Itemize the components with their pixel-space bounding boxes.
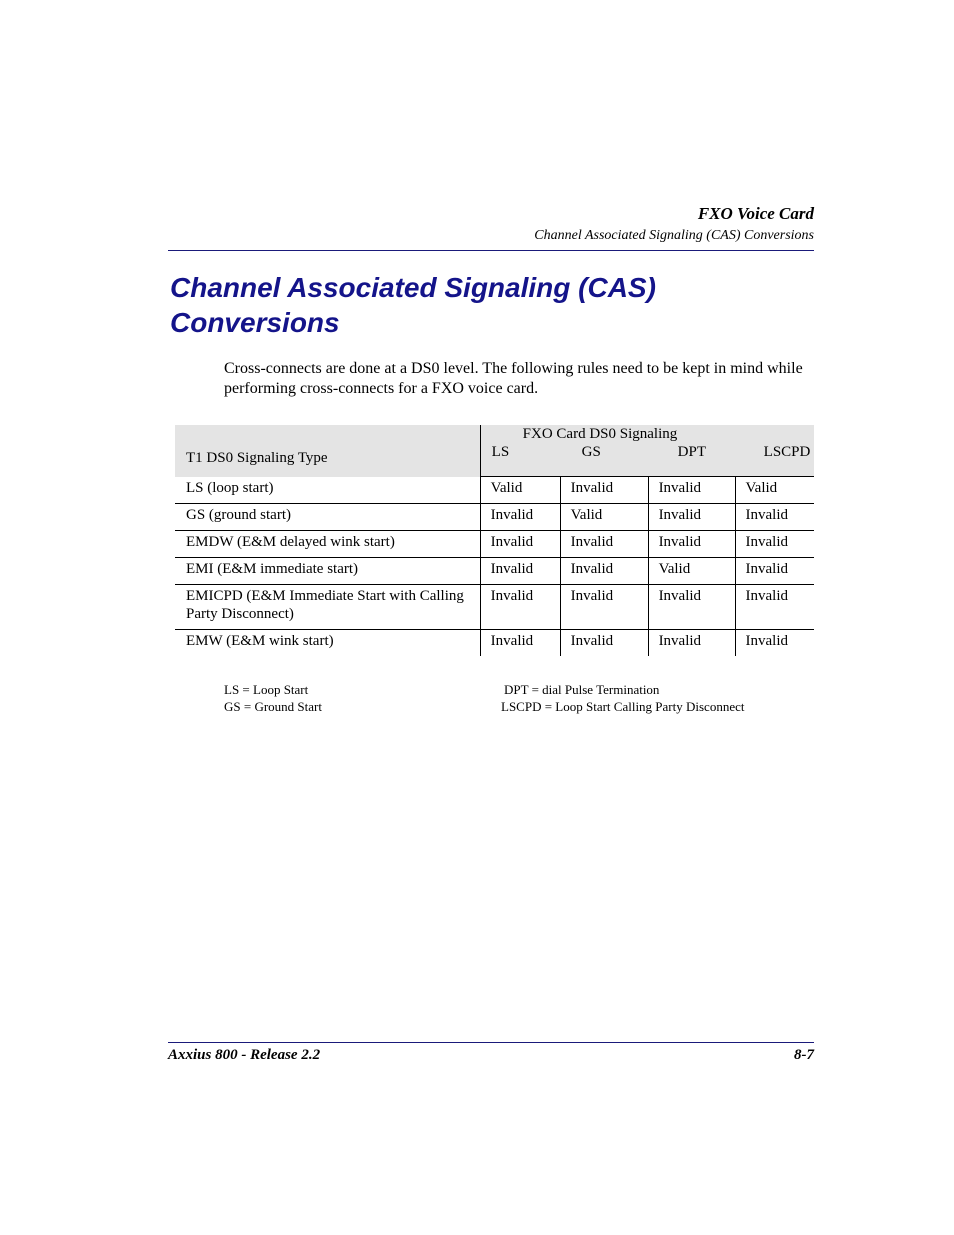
value-cell: Invalid xyxy=(735,531,814,558)
legend-item: DPT = dial Pulse Termination xyxy=(504,682,660,697)
running-header-chapter: FXO Voice Card xyxy=(697,204,814,223)
value-cell: Valid xyxy=(648,558,735,585)
value-cell: Invalid xyxy=(480,630,560,657)
table-row xyxy=(175,630,814,657)
value-cell: Invalid xyxy=(648,585,735,630)
value-cell: Invalid xyxy=(735,585,814,630)
signaling-type-cell: EMDW (E&M delayed wink start) xyxy=(175,531,480,558)
signaling-type-cell: LS (loop start) xyxy=(175,477,480,504)
value-cell: Invalid xyxy=(735,558,814,585)
value-cell: Invalid xyxy=(480,504,560,531)
row-header-label: T1 DS0 Signaling Type xyxy=(186,450,328,466)
value-cell: Invalid xyxy=(648,630,735,657)
value-cell: Invalid xyxy=(560,585,648,630)
value-cell: Invalid xyxy=(735,630,814,657)
page-title xyxy=(170,270,810,340)
value-cell: Invalid xyxy=(560,531,648,558)
intro-paragraph: Cross-connects are done at a DS0 level. The following rules need to be kept in mind while performing cross-connects for a FXO voice card. xyxy=(224,360,803,397)
footer-rule xyxy=(168,1042,814,1043)
value-cell: Invalid xyxy=(480,558,560,585)
column-headers xyxy=(481,444,814,461)
value-cell: Valid xyxy=(745,480,778,496)
cas-conversion-table xyxy=(175,425,814,656)
value-cell: Invalid xyxy=(648,477,735,504)
value-cell: Valid xyxy=(560,504,648,531)
column-header-dpt: DPT xyxy=(677,444,707,460)
column-header-lscpd: LSCPD xyxy=(763,444,811,460)
row-header-cell xyxy=(175,425,480,477)
legend-right xyxy=(501,681,744,715)
table-row xyxy=(175,531,814,558)
value-cell: Invalid xyxy=(735,504,814,531)
page-title-line1: Channel Associated Signaling (CAS) xyxy=(170,272,656,303)
group-header-label: FXO Card DS0 Signaling xyxy=(522,426,678,442)
value-cell: Invalid xyxy=(480,531,560,558)
running-header-section: Channel Associated Signaling (CAS) Conversions xyxy=(534,228,814,243)
signaling-type-cell: EMICPD (E&M Immediate Start with Calling Party Disconnect) xyxy=(175,585,480,630)
value-cell: Invalid xyxy=(560,477,648,504)
signaling-type-cell: EMI (E&M immediate start) xyxy=(175,558,480,585)
signaling-type-cell: GS (ground start) xyxy=(175,504,480,531)
header-rule xyxy=(168,250,814,251)
column-header-ls: LS xyxy=(491,444,510,460)
legend-item: LS = Loop Start xyxy=(224,682,309,697)
table-row xyxy=(175,477,814,504)
value-cell: Invalid xyxy=(648,504,735,531)
value-cell: Invalid xyxy=(560,558,648,585)
value-cell: Invalid xyxy=(480,585,560,630)
legend-item: LSCPD = Loop Start Calling Party Disconnect xyxy=(501,699,745,714)
legend-left xyxy=(224,681,322,715)
signaling-type-cell: EMW (E&M wink start) xyxy=(175,630,480,657)
value-cell: Invalid xyxy=(560,630,648,657)
table-row xyxy=(175,504,814,531)
value-cell: Valid xyxy=(480,477,560,504)
footer-product: Axxius 800 - Release 2.2 xyxy=(168,1047,321,1063)
page-title-line2: Conversions xyxy=(170,307,340,338)
legend-item: GS = Ground Start xyxy=(224,699,322,714)
table-row xyxy=(175,585,814,630)
page-number: 8-7 xyxy=(794,1047,814,1063)
column-header-gs: GS xyxy=(581,444,601,460)
value-cell: Invalid xyxy=(648,531,735,558)
group-header-cell xyxy=(480,425,814,477)
table-row xyxy=(175,558,814,585)
